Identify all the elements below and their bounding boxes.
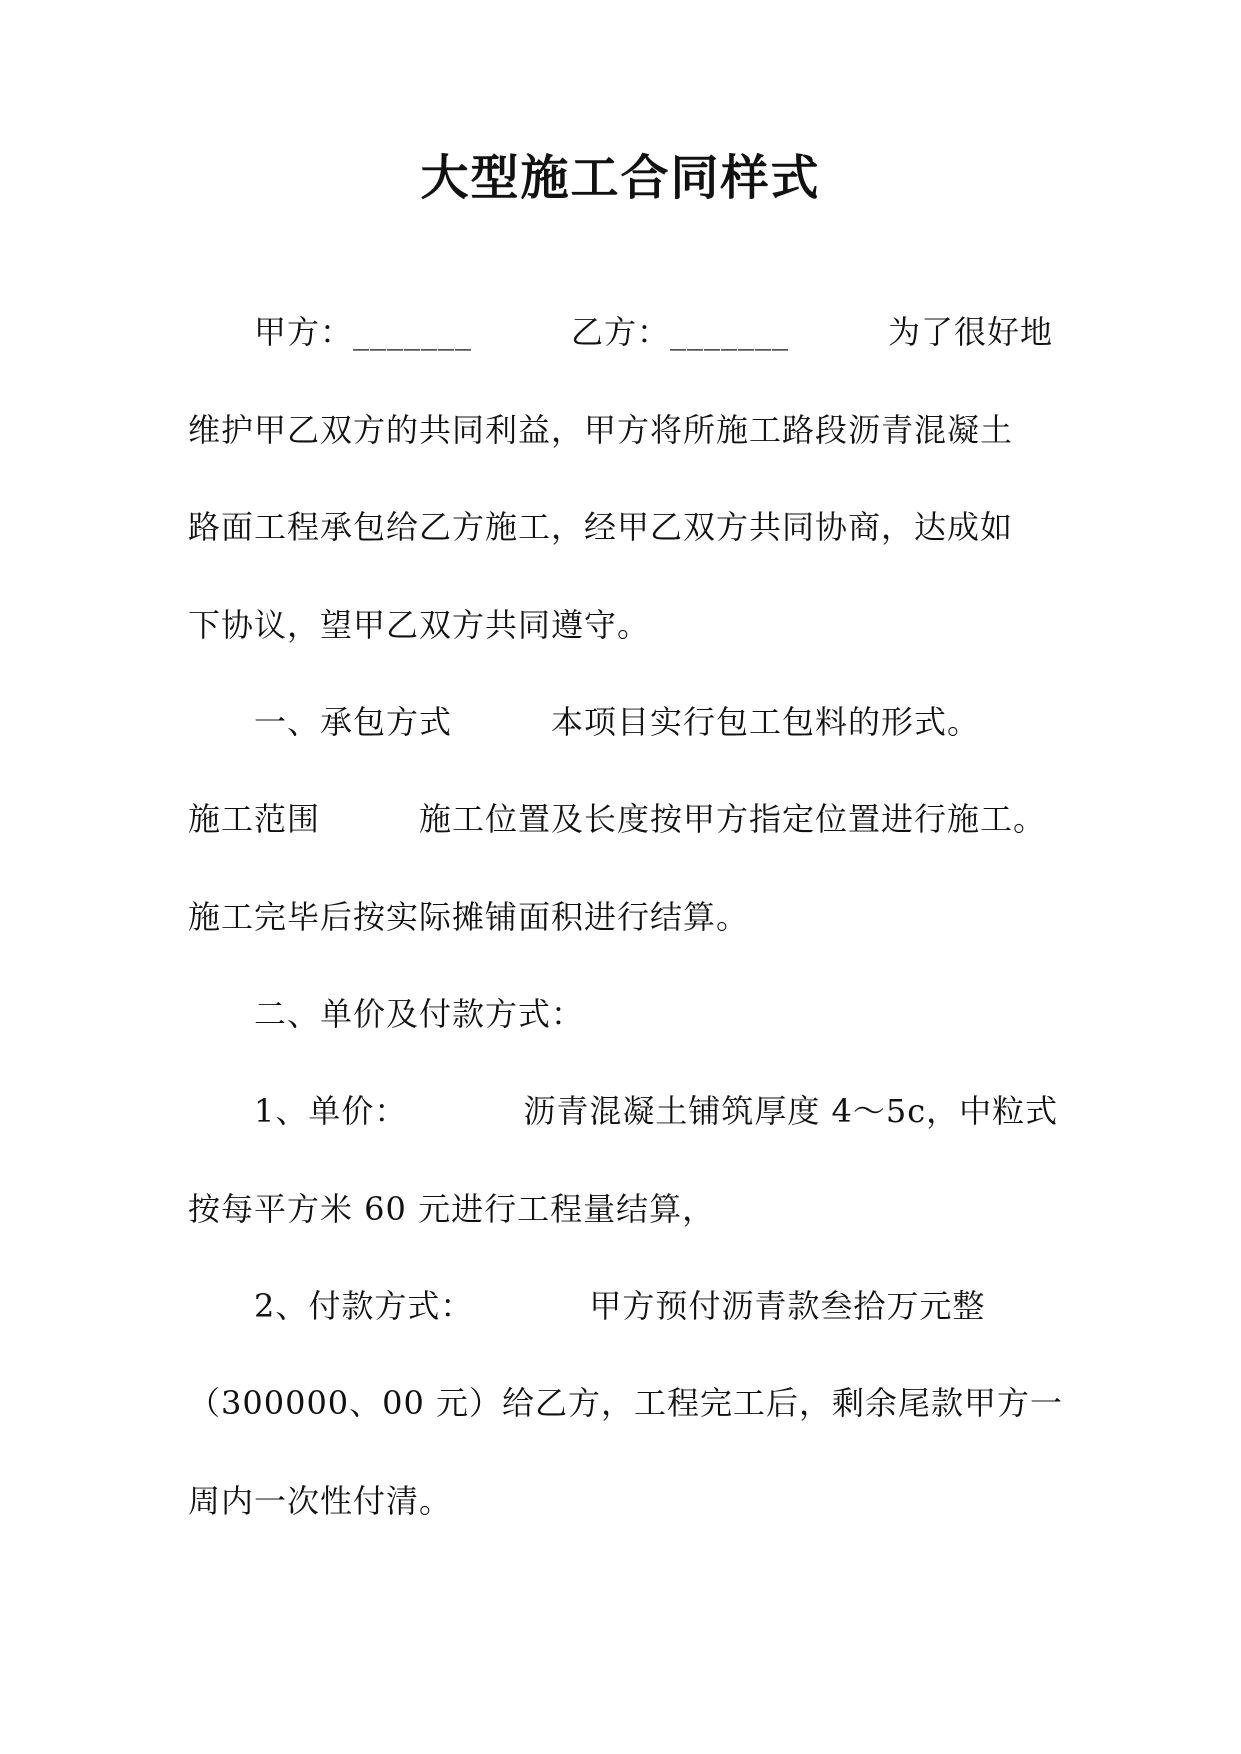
settlement-line: 施工完毕后按实际摊铺面积进行结算。 bbox=[188, 898, 750, 936]
document-title: 大型施工合同样式 bbox=[420, 150, 821, 206]
paragraph-line-4: 下协议，望甲乙双方共同遵守。 bbox=[188, 606, 651, 644]
paragraph-line-2: 维护甲乙双方的共同利益，甲方将所施工路段沥青混凝土 bbox=[188, 411, 1014, 449]
payment-method-line: 2、付款方式： 甲方预付沥青款叁拾万元整 bbox=[254, 1287, 986, 1325]
payment-method-line-2: （300000、00 元）给乙方，工程完工后，剩余尾款甲方一 bbox=[188, 1384, 1064, 1422]
paragraph-line-3: 路面工程承包给乙方施工，经甲乙双方共同协商，达成如 bbox=[188, 508, 1014, 546]
construction-scope-line: 施工范围 施工位置及长度按甲方指定位置进行施工。 bbox=[188, 800, 1047, 838]
section-price-payment: 二、单价及付款方式： bbox=[254, 995, 585, 1033]
payment-method-line-3: 周内一次性付清。 bbox=[188, 1482, 453, 1520]
section-contract-method: 一、承包方式 本项目实行包工包料的形式。 bbox=[254, 703, 981, 741]
unit-price-line: 1、单价： 沥青混凝土铺筑厚度 4～5c，中粒式 bbox=[254, 1092, 1059, 1130]
paragraph-line-1: 甲方：_______ 乙方：_______ 为了很好地 bbox=[254, 313, 1054, 351]
unit-price-line-2: 按每平方米 60 元进行工程量结算， bbox=[188, 1190, 716, 1228]
